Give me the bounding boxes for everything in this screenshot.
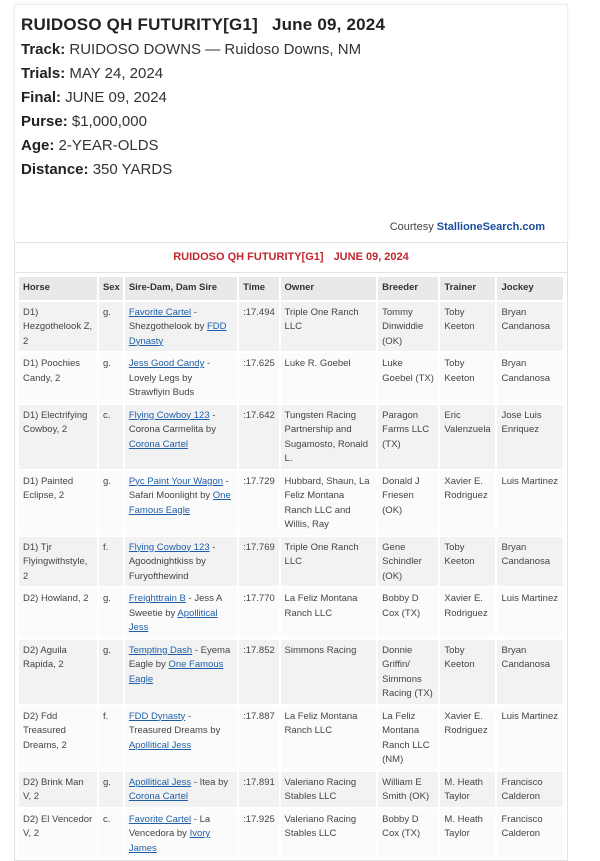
damsire-link[interactable]: Corona Cartel (128, 438, 188, 450)
owner-cell: Simmons Racing (281, 640, 377, 704)
sire-link[interactable]: Favorite Cartel (128, 813, 192, 825)
pedigree-dash: - (192, 644, 201, 656)
jockey-cell: Francisco Calderon (497, 809, 563, 859)
damsire-link[interactable]: One Famous Eagle (128, 490, 231, 516)
col-sex-header: Sex (99, 277, 123, 300)
dam-text: Itea by (199, 776, 229, 788)
purse-label: Purse: (21, 113, 68, 130)
horse-cell: D1) Tjr Flyingwithstyle, 2 (19, 537, 97, 587)
final-line (21, 89, 167, 106)
pedigree-cell (125, 772, 237, 807)
damsire-link[interactable]: FDD Dynasty (128, 321, 227, 347)
race-date: June 09, 2024 (271, 15, 386, 34)
damsire-link[interactable]: Corona Cartel (128, 791, 188, 802)
time-cell: :17.925 (239, 809, 278, 859)
jockey-cell: Luis Martinez (497, 471, 563, 535)
pedigree-dash: - (191, 776, 200, 788)
dam-text: Corona Carmelita by (128, 424, 216, 435)
pedigree-cell (125, 353, 237, 403)
age-line (21, 137, 159, 154)
sire-link[interactable]: Tempting Dash (128, 644, 193, 656)
sex-cell: g. (99, 353, 123, 403)
owner-cell: La Feliz Montana Ranch LLC (281, 706, 377, 770)
trainer-cell: Xavier E. Rodriguez (440, 471, 495, 535)
pedigree-cell (125, 302, 237, 352)
pedigree-dash: - (209, 409, 216, 421)
table-row (19, 772, 563, 807)
horse-cell: D1) Hezgothelook Z, 2 (19, 302, 97, 352)
results-table (17, 275, 565, 860)
owner-cell: Valeriano Racing Stables LLC (281, 809, 377, 859)
horse-cell: D1) Electrifying Cowboy, 2 (19, 405, 97, 469)
col-breeder-header: Breeder (378, 277, 438, 300)
stallionesearch-logo[interactable]: StallioneSearch.com (436, 221, 545, 233)
trainer-cell: Xavier E. Rodriguez (440, 588, 495, 638)
table-row (19, 809, 563, 859)
col-pedigree-header: Sire-Dam, Dam Sire (125, 277, 237, 300)
pedigree-dash: - (185, 593, 195, 604)
time-cell: :17.887 (239, 706, 278, 770)
results-title (15, 243, 567, 273)
jockey-cell: Luis Martinez (497, 588, 563, 638)
table-row (19, 405, 563, 469)
table-row (19, 588, 563, 638)
table-header-row (19, 277, 563, 300)
trainer-cell: M. Heath Taylor (440, 772, 495, 807)
dam-text: Eyema Eagle by (128, 644, 231, 670)
breeder-cell: La Feliz Montana Ranch LLC (NM) (378, 706, 438, 770)
breeder-cell: William E Smith (OK) (378, 772, 438, 807)
pedigree-cell (125, 471, 237, 535)
sex-cell: f. (99, 706, 123, 770)
pedigree-cell (125, 640, 237, 704)
sire-link[interactable]: FDD Dynasty (128, 710, 186, 722)
breeder-cell: Tommy Dinwiddie (OK) (378, 302, 438, 352)
time-cell: :17.852 (239, 640, 278, 704)
horse-cell: D2) Aguila Rapida, 2 (19, 640, 97, 704)
sex-cell: g. (99, 302, 123, 352)
sire-link[interactable]: Jess Good Candy (128, 358, 205, 369)
pedigree-cell (125, 706, 237, 770)
trainer-cell: Toby Keeton (440, 537, 495, 587)
breeder-cell: Bobby D Cox (TX) (378, 588, 438, 638)
damsire-link[interactable]: Apollitical Jess (128, 739, 192, 751)
trainer-cell: Toby Keeton (440, 353, 495, 403)
final-label: Final: (21, 89, 61, 106)
trainer-cell: Xavier E. Rodriguez (440, 706, 495, 770)
track-label: Track: (21, 41, 66, 58)
purse-value: $1,000,000 (71, 113, 147, 130)
dam-text: Lovely Legs by Strawflyin Buds (128, 372, 195, 398)
trainer-cell: Eric Valenzuela (440, 405, 495, 469)
owner-cell: Valeriano Racing Stables LLC (281, 772, 377, 807)
pedigree-dash: - (185, 710, 192, 722)
time-cell: :17.642 (239, 405, 278, 469)
damsire-link[interactable]: Ivory James (128, 828, 211, 854)
table-row (19, 640, 563, 704)
jockey-cell: Bryan Candanosa (497, 537, 563, 587)
race-name: RUIDOSO QH FUTURITY[G1] (21, 15, 258, 34)
jockey-cell: Francisco Calderon (497, 772, 563, 807)
breeder-cell: Gene Schindler (OK) (378, 537, 438, 587)
jockey-cell: Bryan Candanosa (497, 302, 563, 352)
trials-line (21, 65, 163, 82)
horse-cell: D2) Brink Man V, 2 (19, 772, 97, 807)
table-row (19, 471, 563, 535)
dam-text: Shezgothelook by (128, 321, 207, 332)
col-horse-header: Horse (19, 277, 97, 300)
track-value: RUIDOSO DOWNS — Ruidoso Downs, NM (69, 41, 362, 58)
table-row (19, 302, 563, 352)
sire-link[interactable]: Pyc Paint Your Wagon (128, 475, 224, 487)
horse-cell: D1) Painted Eclipse, 2 (19, 471, 97, 535)
sire-link[interactable]: Flying Cowboy 123 (128, 409, 210, 421)
final-value: JUNE 09, 2024 (65, 89, 167, 106)
sire-link[interactable]: Favorite Cartel (128, 306, 192, 318)
pedigree-dash: - (209, 541, 216, 553)
horse-cell: D1) Poochies Candy, 2 (19, 353, 97, 403)
breeder-cell: Bobby D Cox (TX) (378, 809, 438, 859)
breeder-cell: Donnie Griffin/ Simmons Racing (TX) (378, 640, 438, 704)
time-cell: :17.891 (239, 772, 278, 807)
sire-link[interactable]: Apollitical Jess (128, 776, 192, 788)
pedigree-dash: - (191, 306, 197, 318)
jockey-cell: Luis Martinez (497, 706, 563, 770)
time-cell: :17.729 (239, 471, 278, 535)
owner-cell: Triple One Ranch LLC (281, 537, 377, 587)
trainer-cell: Toby Keeton (440, 302, 495, 352)
results-panel (14, 242, 568, 861)
pedigree-dash: - (204, 358, 211, 369)
damsire-link[interactable]: One Famous Eagle (128, 659, 224, 685)
sex-cell: c. (99, 809, 123, 859)
sex-cell: f. (99, 537, 123, 587)
distance-value: 350 YARDS (92, 161, 173, 178)
time-cell: :17.625 (239, 353, 278, 403)
results-title-race: RUIDOSO QH FUTURITY[G1] (173, 251, 324, 263)
race-info-card (14, 4, 568, 244)
pedigree-dash: - (223, 475, 229, 487)
table-row (19, 537, 563, 587)
owner-cell: Luke R. Goebel (281, 353, 377, 403)
table-row (19, 353, 563, 403)
age-label: Age: (21, 137, 55, 154)
jockey-cell: Jose Luis Enriquez (497, 405, 563, 469)
pedigree-cell (125, 588, 237, 638)
breeder-cell: Luke Goebel (TX) (378, 353, 438, 403)
horse-cell: D2) Howland, 2 (19, 588, 97, 638)
owner-cell: Tungsten Racing Partnership and Sugamosto, Ronald L. (281, 405, 377, 469)
dam-text: La Vencedora by (128, 813, 211, 839)
owner-cell: Triple One Ranch LLC (281, 302, 377, 352)
pedigree-cell (125, 537, 237, 587)
age-value: 2-YEAR-OLDS (58, 137, 159, 154)
race-title (21, 15, 385, 35)
sex-cell: c. (99, 405, 123, 469)
track-line (21, 41, 361, 58)
breeder-cell: Paragon Farms LLC (TX) (378, 405, 438, 469)
col-jockey-header: Jockey (497, 277, 563, 300)
time-cell: :17.770 (239, 588, 278, 638)
purse-line (21, 113, 147, 130)
sire-link[interactable]: Freighttrain B (128, 593, 186, 604)
results-title-date: JUNE 09, 2024 (333, 251, 409, 263)
courtesy-credit (390, 221, 545, 233)
dam-text: Jess A Sweetie by (128, 593, 222, 619)
courtesy-prefix: Courtesy (389, 221, 434, 233)
dam-text: Treasured Dreams by (128, 725, 221, 736)
pedigree-cell (125, 809, 237, 859)
sex-cell: g. (99, 588, 123, 638)
col-time-header: Time (239, 277, 278, 300)
owner-cell: La Feliz Montana Ranch LLC (281, 588, 377, 638)
distance-line (21, 161, 172, 178)
owner-cell: Hubbard, Shaun, La Feliz Montana Ranch LLC and Willis, Ray (281, 471, 377, 535)
sex-cell: g. (99, 772, 123, 807)
jockey-cell: Bryan Candanosa (497, 353, 563, 403)
time-cell: :17.769 (239, 537, 278, 587)
table-row (19, 706, 563, 770)
pedigree-cell (125, 405, 237, 469)
trainer-cell: M. Heath Taylor (440, 809, 495, 859)
trials-label: Trials: (21, 65, 66, 82)
pedigree-dash: - (191, 813, 200, 825)
col-owner-header: Owner (281, 277, 377, 300)
breeder-cell: Donald J Friesen (OK) (378, 471, 438, 535)
distance-label: Distance: (21, 161, 89, 178)
jockey-cell: Bryan Candanosa (497, 640, 563, 704)
damsire-link[interactable]: Apollitical Jess (128, 607, 218, 633)
sex-cell: g. (99, 471, 123, 535)
trainer-cell: Toby Keeton (440, 640, 495, 704)
col-trainer-header: Trainer (440, 277, 495, 300)
trials-value: MAY 24, 2024 (69, 65, 164, 82)
dam-text: Agoodnightkiss by Furyofthewind (128, 556, 206, 582)
horse-cell: D2) El Vencedor V, 2 (19, 809, 97, 859)
dam-text: Safari Moonlight by (128, 490, 213, 501)
horse-cell: D2) Fdd Treasured Dreams, 2 (19, 706, 97, 770)
sire-link[interactable]: Flying Cowboy 123 (128, 541, 210, 553)
time-cell: :17.494 (239, 302, 278, 352)
sex-cell: g. (99, 640, 123, 704)
